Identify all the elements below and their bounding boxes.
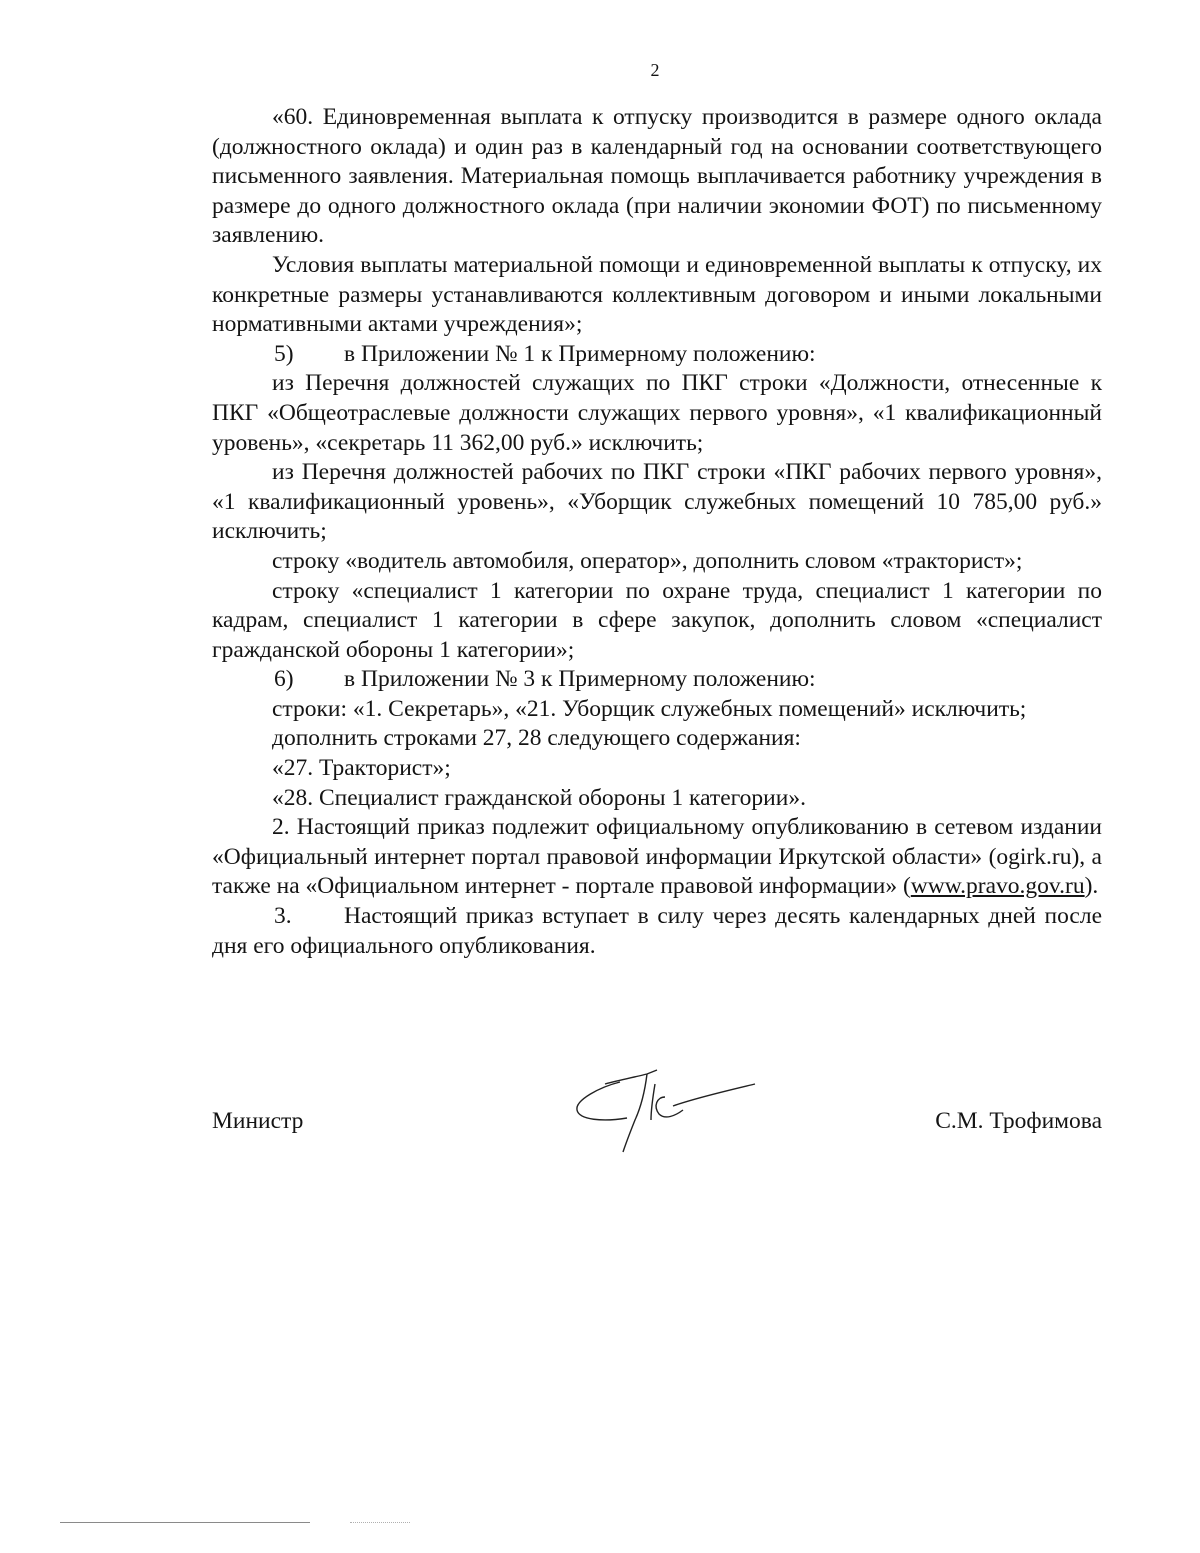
publication-text: 2. Настоящий приказ подлежит официальному опубликованию в сетевом издании «Официальный интернет портал правовой информации Иркутской области» (ogirk.ru), а также на «Официальном интернет - портале правовой информации» ( (212, 814, 1102, 900)
paragraph-publication (212, 813, 1102, 902)
item-text: Настоящий приказ вступает в силу через десять календарных дней после дня его официального опубликования. (212, 903, 1102, 959)
signature-block (212, 1108, 1102, 1148)
item-6 (212, 665, 1102, 695)
paragraph-vacation-payment: «60. Единовременная выплата к отпуску производится в размере одного оклада (должностного оклада) и один раз в календарный год на основании соответствующего письменного заявления. Материальная помощь выплачивается работнику учреждения в размере до одного должностного оклада (при наличии экономии ФОТ) по письменному заявлению. (212, 104, 1102, 249)
signer-title: Министр (212, 1108, 304, 1134)
item-number: 6) (274, 666, 294, 693)
paragraph-driver-row: строку «водитель автомобиля, оператор», дополнить словом «тракторист»; (272, 547, 1023, 574)
paragraph-exclude-rows: строки: «1. Секретарь», «21. Уборщик служебных помещений» исключить; (272, 695, 1027, 722)
pravo-link[interactable]: www.pravo.gov.ru (910, 873, 1085, 900)
item-3-effective-date (212, 902, 1102, 961)
item-5 (212, 340, 1102, 370)
paragraph-specialist-row: строку «специалист 1 категории по охране труда, специалист 1 категории по кадрам, специалист 1 категории в сфере закупок, дополнить словом «специалист гражданской обороны 1 категории»; (212, 577, 1102, 663)
paragraph-employees-list: из Перечня должностей служащих по ПКГ строки «Должности, отнесенные к ПКГ «Общеотраслевые должности служащих первого уровня», «1 квалификационный уровень», «секретарь 11 362,00 руб.» исключить; (212, 370, 1102, 456)
signer-name: С.М. Трофимова (935, 1108, 1102, 1134)
item-text: в Приложении № 1 к Примерному положению: (344, 340, 816, 367)
paragraph-row-27: «27. Тракторист»; (272, 755, 451, 782)
document-body (212, 103, 1102, 961)
page-number: 2 (650, 60, 660, 80)
item-text: в Приложении № 3 к Примерному положению: (344, 666, 816, 693)
publication-text-end: ). (1084, 873, 1099, 900)
scan-artifact-line (60, 1522, 310, 1523)
scan-artifact-dots (350, 1522, 410, 1523)
paragraph-add-rows: дополнить строками 27, 28 следующего содержания: (272, 725, 801, 752)
item-number: 3. (274, 903, 292, 930)
item-number: 5) (274, 340, 294, 367)
paragraph-workers-list: из Перечня должностей рабочих по ПКГ строки «ПКГ рабочих первого уровня», «1 квалификационный уровень», «Уборщик служебных помещений 10 785,00 руб.» исключить; (212, 459, 1102, 545)
paragraph-payment-conditions: Условия выплаты материальной помощи и единовременной выплаты к отпуску, их конкретные размеры устанавливаются коллективным договором и иными локальными нормативными актами учреждения»; (212, 251, 1102, 338)
paragraph-row-28: «28. Специалист гражданской обороны 1 категории». (272, 784, 806, 811)
